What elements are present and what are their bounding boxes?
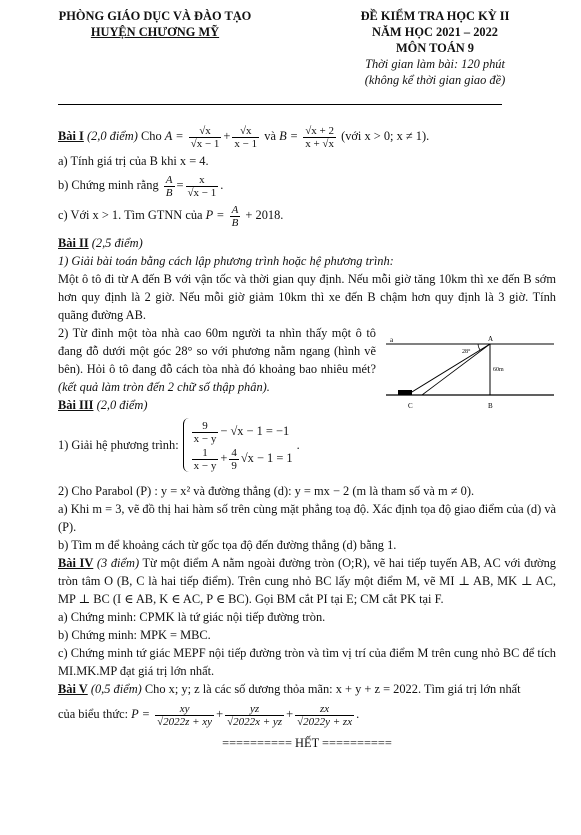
b1-a: a) Tính giá trị của B khi x = 4. bbox=[58, 154, 209, 168]
fig-label-A: A bbox=[488, 335, 494, 343]
building-angle-figure bbox=[382, 333, 558, 419]
b2-part2-text: 2) Từ đỉnh một tòa nhà cao 60m người ta nhìn thấy một ô tô đang đỗ dưới một góc 28° so với phương nằm ngang (hình vẽ bên). Hỏi ô tô đang đỗ cách tòa nhà đó khoảng bao nhiêu mét? (kết quả làm tròn đến 2 chữ số thập phân). bbox=[58, 326, 376, 394]
equation-1: $\frac{9}{x - y}$ − √x − 1 = −1 bbox=[193, 420, 290, 445]
b2-part2-note: (kết quả làm tròn đến 2 chữ số thập phân). bbox=[58, 380, 270, 394]
car-icon bbox=[398, 390, 412, 395]
b4-points: (3 điểm) bbox=[96, 556, 140, 570]
header-left bbox=[40, 8, 270, 40]
b2-part1-text: Một ô tô đi từ A đến B với vận tốc và thời gian quy định. Nếu mỗi giờ tăng 10km thì xe đến B sớm hơn quy định là 2 giờ. Nếu mỗi giờ giảm 10km thì xe đến B chậm hơn quy định là 3 giờ. Tính quãng đường AB. bbox=[58, 272, 556, 322]
district-name: HUYỆN CHƯƠNG MỸ bbox=[90, 25, 220, 39]
b2-heading bbox=[58, 234, 556, 252]
b1-intro: Cho bbox=[140, 129, 162, 143]
b3-a: a) Khi m = 3, vẽ đồ thị hai hàm số trên cùng mặt phẳng toạ độ. Xác định tọa độ giao điểm của (d) và (P). bbox=[58, 502, 557, 534]
b1-b-frac-result: $\frac{x}{√x - 1}$ bbox=[187, 173, 217, 199]
header-right bbox=[300, 8, 570, 88]
exam-body bbox=[58, 122, 556, 752]
b2-part1-instruction: 1) Giải bài toán bằng cách lập phương trình hoặc hệ phương trình: bbox=[58, 254, 394, 268]
b1-statement: Bài I (2,0 điểm) Cho A = $\frac{√x}{√x - 1}$ + $\frac{√x}{x - 1}$ và B = $\frac{√x + 2}{x + √x}$ (với x > 0; x ≠ 1). bbox=[58, 124, 430, 150]
duration: Thời gian làm bài: 120 phút bbox=[365, 57, 505, 71]
b4-b: b) Chứng minh: MPK = MBC. bbox=[58, 628, 211, 642]
b5-title: Bài V bbox=[58, 682, 88, 696]
b4-statement: Bài IV (3 điểm) Từ một điểm A nằm ngoài đường tròn (O;R), vẽ hai tiếp tuyến AB, AC với đường tròn tâm O (B, C là hai tiếp điểm). Trên cung nhỏ BC lấy một điểm M, vẽ MI ⊥ AB, MK ⊥ AC, MP ⊥ BC (I ∈ AB, K ∈ AC, P ∈ BC). Gọi BM cắt PI tại E; CM cắt PK tại F. bbox=[58, 556, 557, 606]
header-divider bbox=[58, 104, 502, 105]
fig-height-label: 60m bbox=[493, 367, 504, 373]
b2-points: (2,5 điểm) bbox=[91, 236, 143, 250]
b1-title: Bài I bbox=[58, 129, 84, 143]
duration-note: (không kể thời gian giao đề) bbox=[364, 73, 506, 87]
subject: MÔN TOÁN 9 bbox=[395, 41, 475, 55]
b1-A-frac2: $\frac{√x}{x - 1}$ bbox=[234, 124, 258, 150]
exam-title: ĐỀ KIỂM TRA HỌC KỲ II bbox=[360, 9, 510, 23]
b1-b-frac-AB: $\frac{A}{B}$ bbox=[165, 173, 173, 199]
b3-part2: 2) Cho Parabol (P) : y = x² và đường thẳng (d): y = mx − 2 (m là tham số và m ≠ 0). bbox=[58, 484, 475, 498]
b4-a: a) Chứng minh: CPMK là tứ giác nội tiếp đường tròn. bbox=[58, 610, 326, 624]
b3-system: 1) Giải hệ phương trình: $\frac{9}{x - y}$ − √x − 1 = −1 $\frac{1}{x - y}$ + $\frac{4}{9}$ √x − 1 = 1 . bbox=[58, 420, 300, 472]
equation-system bbox=[183, 418, 293, 471]
end-marker: ========== HẾT ========== bbox=[222, 736, 392, 750]
b1-B-frac: $\frac{√x + 2}{x + √x}$ bbox=[305, 124, 334, 150]
equation-2: $\frac{1}{x - y}$ + $\frac{4}{9}$ √x − 1 = 1 bbox=[193, 446, 293, 472]
b1-A: A = bbox=[164, 129, 184, 143]
b4-title: Bài IV bbox=[58, 556, 94, 570]
fig-angle-label: 28° bbox=[462, 349, 471, 355]
fig-label-B: B bbox=[488, 402, 493, 410]
b5-statement: Bài V (0,5 điểm) Cho x; y; z là các số dương thỏa mãn: x + y + z = 2022. Tìm giá trị lớn nhất bbox=[58, 682, 521, 696]
b1-A-frac1: $\frac{√x}{√x - 1}$ bbox=[190, 124, 220, 150]
b1-c: c) Với x > 1. Tìm GTNN của P = $\frac{A}{B}$ + 2018. bbox=[58, 203, 284, 229]
b4-c: c) Chứng minh tứ giác MEPF nội tiếp đường tròn và tìm vị trí của điểm M trên cung nhỏ BC để tích MI.MK.MP đạt giá trị lớn nhất. bbox=[58, 646, 556, 678]
fig-label-C: C bbox=[408, 402, 413, 410]
fig-label-a: a bbox=[390, 336, 394, 344]
b3-points: (2,0 điểm) bbox=[96, 398, 148, 412]
b2-title: Bài II bbox=[58, 236, 89, 250]
b1-B: B = bbox=[279, 129, 299, 143]
b1-c-frac: $\frac{A}{B}$ bbox=[231, 203, 239, 229]
b1-and: và bbox=[264, 129, 276, 143]
b5-expression: của biểu thức: P = $\frac{xy}{√2022z + xy}$ + $\frac{yz}{√2022x + yz}$ + $\frac{zx}{√2022y + zx}$ . bbox=[58, 702, 360, 728]
b1-points: (2,0 điểm) bbox=[86, 129, 138, 143]
department-name: PHÒNG GIÁO DỤC VÀ ĐÀO TẠO bbox=[58, 9, 252, 23]
b1-b: b) Chứng minh rằng $\frac{A}{B}$ = $\frac{x}{√x - 1}$ . bbox=[58, 173, 224, 199]
b3-title: Bài III bbox=[58, 398, 94, 412]
b1-condition: (với x > 0; x ≠ 1). bbox=[341, 129, 430, 143]
school-year: NĂM HỌC 2021 – 2022 bbox=[372, 25, 498, 39]
b5-points: (0,5 điểm) bbox=[90, 682, 142, 696]
b3-b: b) Tìm m để khoảng cách từ gốc tọa độ đến đường thẳng (d) bằng 1. bbox=[58, 538, 397, 552]
